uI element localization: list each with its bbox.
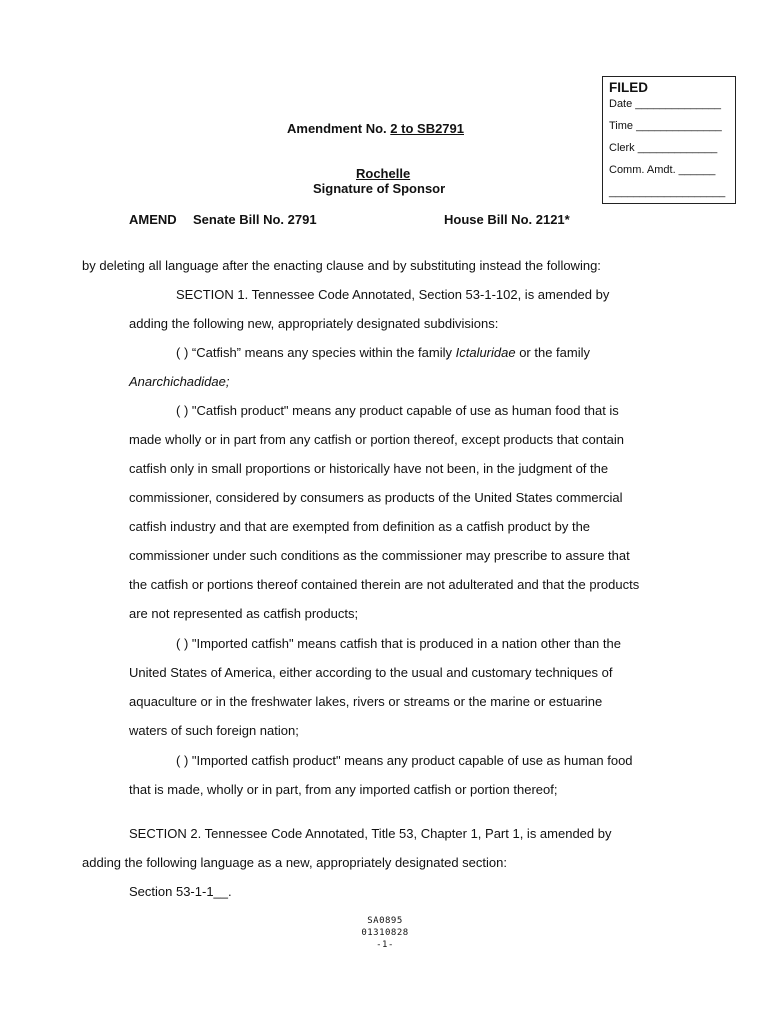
imported-catfish-product-line: that is made, wholly or in part, from any imported catfish or portion thereof; [129, 782, 558, 797]
filed-stamp-box [602, 76, 736, 204]
catfish-product-line: ( ) "Catfish product" means any product capable of use as human food that is [176, 403, 619, 418]
filed-blank-line: ___________________ [609, 186, 726, 198]
page-number: -1- [376, 940, 394, 950]
section-1-line: SECTION 1. Tennessee Code Annotated, Section 53-1-102, is amended by [176, 287, 610, 302]
footer-code-1: SA0895 [367, 916, 403, 926]
filed-time-field: Time ______________ [609, 120, 722, 132]
sponsor-name: Rochelle [356, 166, 411, 181]
filed-clerk-field: Clerk _____________ [609, 142, 718, 154]
section-2-heading: Section 53-1-1__. [129, 884, 232, 899]
catfish-definition [176, 345, 590, 360]
section-1-line: adding the following new, appropriately designated subdivisions: [129, 316, 499, 331]
imported-catfish-product-line: ( ) "Imported catfish product" means any product capable of use as human food [176, 753, 633, 768]
footer-code-2: 01310828 [361, 928, 409, 938]
catfish-def-text: ( ) “Catfish” means any species within the family [176, 345, 456, 360]
catfish-family-anarchichadidae: Anarchichadidae; [129, 374, 230, 389]
catfish-product-line: catfish only in small proportions or historically have not been, in the judgment of the [129, 461, 609, 476]
intro-paragraph: by deleting all language after the enacting clause and by substituting instead the following: [82, 258, 601, 273]
imported-catfish-line: aquaculture or in the freshwater lakes, rivers or streams or the marine or estuarine [129, 694, 603, 709]
section-2-line: adding the following language as a new, appropriately designated section: [82, 855, 507, 870]
catfish-product-line: are not represented as catfish products; [129, 606, 359, 621]
catfish-family-ictaluridae: Ictaluridae [455, 345, 516, 360]
section-2-line: SECTION 2. Tennessee Code Annotated, Title 53, Chapter 1, Part 1, is amended by [129, 826, 612, 841]
catfish-product-line: made wholly or in part from any catfish or portion thereof, except products that contain [129, 432, 624, 447]
catfish-product-line: catfish industry and that are exempted from definition as a catfish product by the [129, 519, 591, 534]
catfish-product-line: commissioner under such conditions as the commissioner may prescribe to assure that [129, 548, 630, 563]
filed-title: FILED [609, 80, 648, 95]
amend-word: AMEND [129, 212, 177, 227]
sponsor-caption: Signature of Sponsor [313, 181, 446, 196]
amendment-title [287, 121, 464, 136]
senate-bill-number: Senate Bill No. 2791 [193, 212, 317, 227]
catfish-product-line: commissioner, considered by consumers as products of the United States commercial [129, 490, 623, 505]
house-bill-number: House Bill No. 2121* [444, 212, 570, 227]
amendment-number: 2 to SB2791 [390, 121, 464, 136]
filed-comm-amdt-field: Comm. Amdt. ______ [609, 164, 716, 176]
imported-catfish-line: waters of such foreign nation; [129, 723, 299, 738]
imported-catfish-line: United States of America, either according to the usual and customary techniques of [129, 665, 613, 680]
amendment-prefix: Amendment No. [287, 121, 387, 136]
catfish-def-text: or the family [515, 345, 591, 360]
imported-catfish-line: ( ) "Imported catfish" means catfish that is produced in a nation other than the [176, 636, 621, 651]
filed-date-field: Date ______________ [609, 98, 721, 110]
catfish-product-line: the catfish or portions thereof contained therein are not adulterated and that the products [129, 577, 640, 592]
